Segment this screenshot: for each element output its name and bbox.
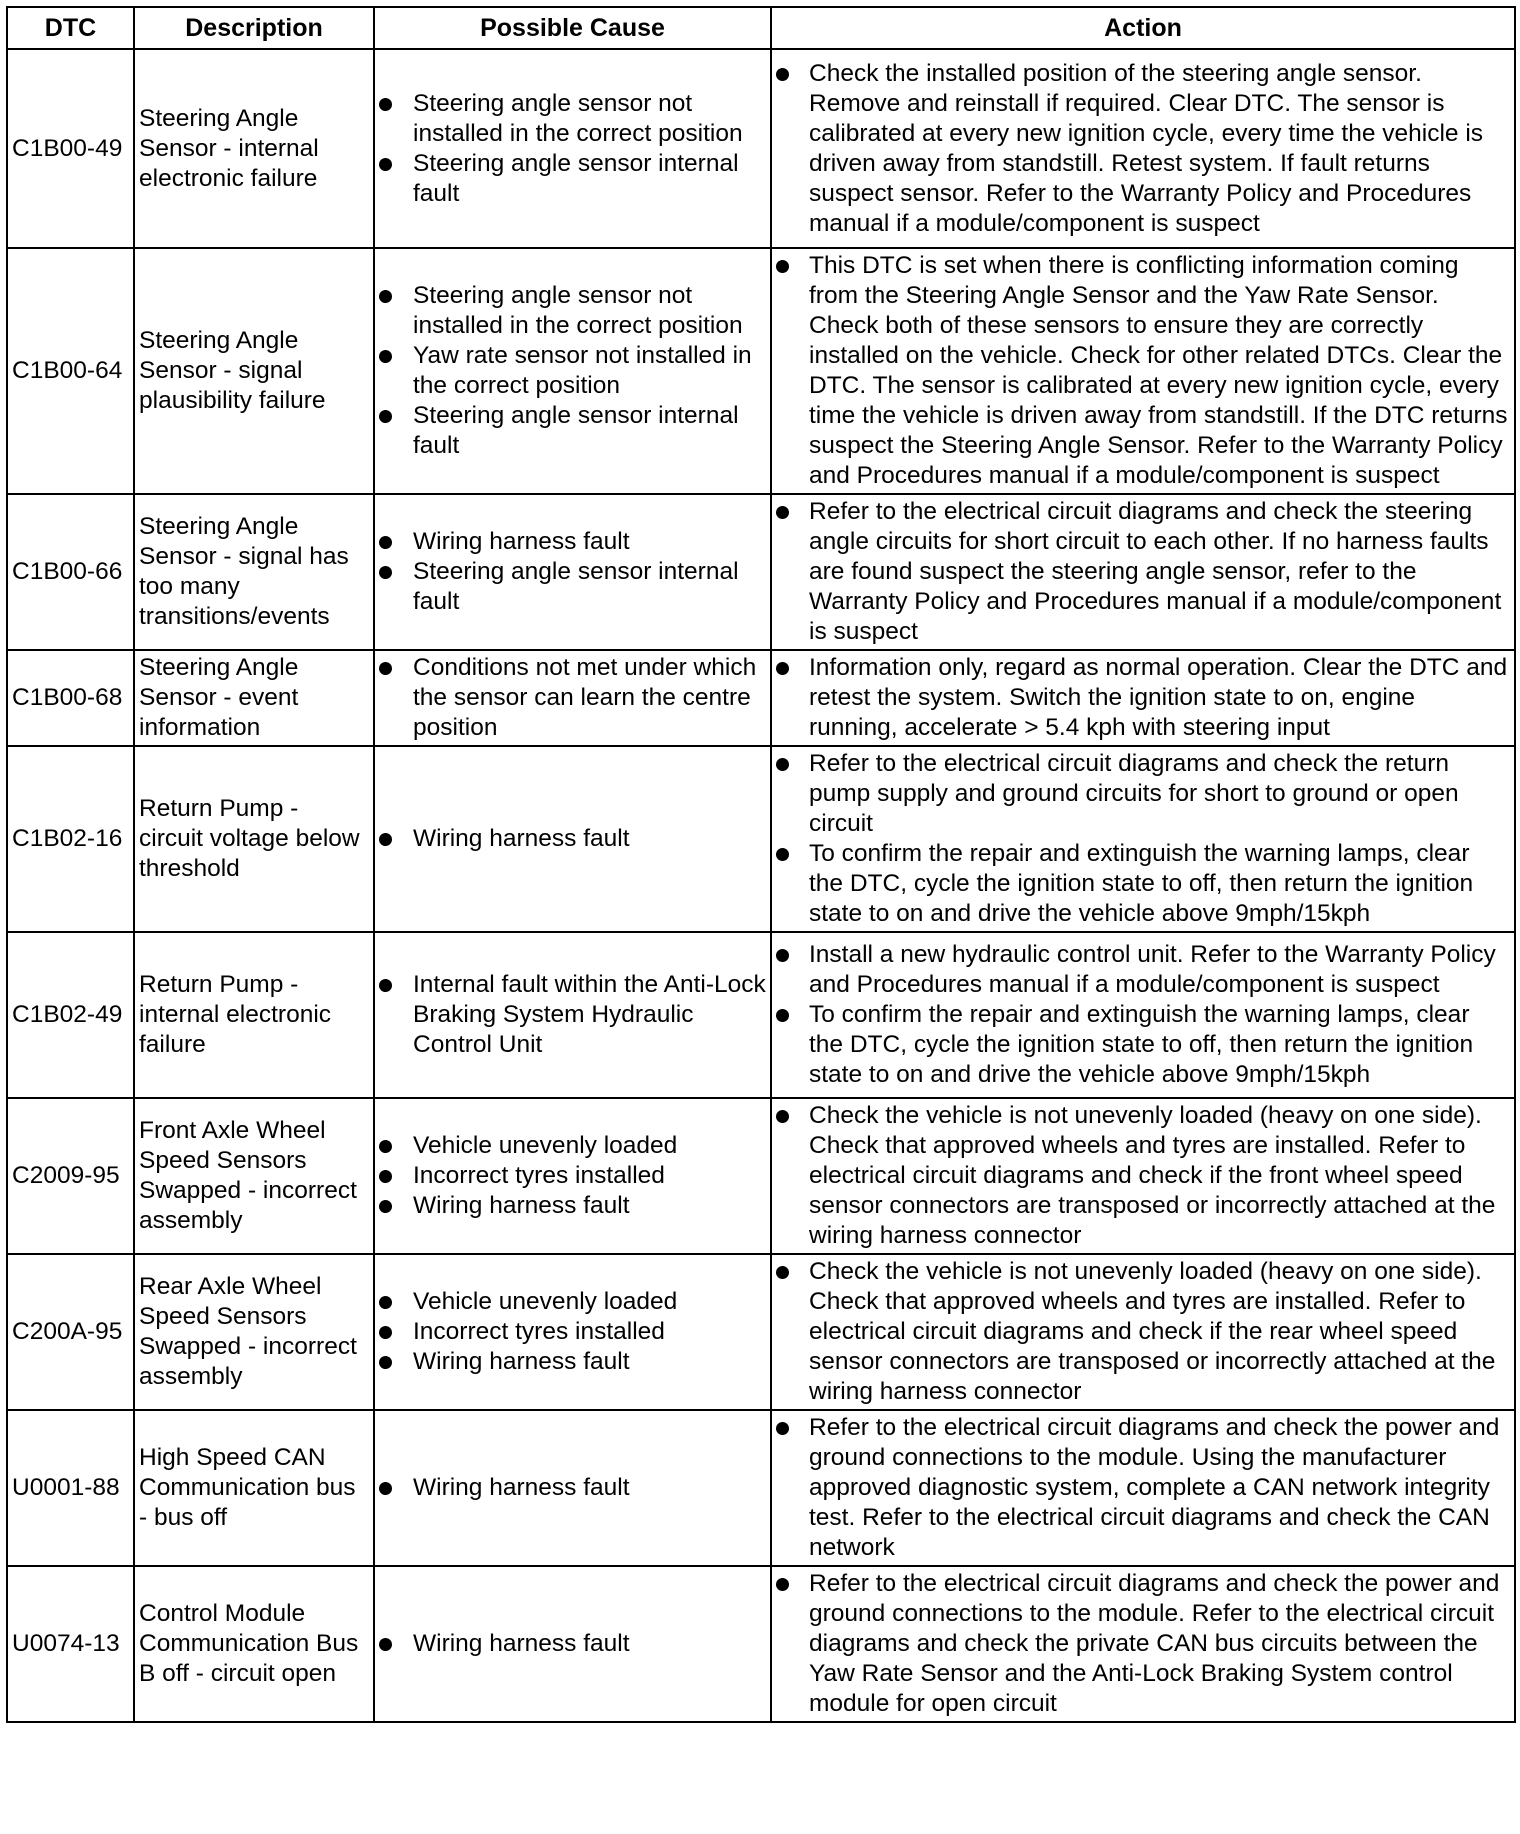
bullet-icon [776,68,789,81]
dtc-code: U0001-88 [7,1410,134,1566]
dtc-code: C1B02-16 [7,746,134,932]
cause-item-text: Vehicle unevenly loaded [413,1132,678,1159]
dtc-code: C200A-95 [7,1254,134,1410]
action-item [776,251,1510,491]
cause-item [379,341,766,401]
cause-item [379,1191,766,1221]
action-item-text: Refer to the electrical circuit diagrams and check the power and ground connections to the module. Using the manufacturer approved diagnostic system, complete a CAN network integrity test. Refer to the electrical circuit diagrams and check the CAN network [809,1414,1500,1561]
possible-cause-cell [374,650,771,746]
bullet-icon [776,1578,789,1591]
cause-item-text: Steering angle sensor internal fault [413,149,739,207]
dtc-description: Front Axle Wheel Speed Sensors Swapped - incorrect assembly [134,1098,374,1254]
bullet-icon [379,662,392,675]
causes-list [379,1287,766,1377]
bullet-icon [379,98,392,111]
action-item-text: Refer to the electrical circuit diagrams and check the return pump supply and ground circuits for short to ground or open circuit [809,750,1459,837]
action-item [776,1000,1510,1090]
possible-cause-cell [374,49,771,248]
bullet-icon [776,1266,789,1279]
cause-item [379,824,766,854]
bullet-icon [379,1140,392,1153]
actions-list [776,1257,1510,1407]
cause-item [379,1287,766,1317]
actions-list [776,1569,1510,1719]
causes-list [379,89,766,209]
bullet-icon [379,979,392,992]
cause-item-text: Wiring harness fault [413,1348,630,1375]
causes-list [379,1629,766,1659]
cause-item-text: Internal fault within the Anti-Lock Braking System Hydraulic Control Unit [413,971,766,1058]
cause-item-text: Wiring harness fault [413,528,630,555]
table-row [7,494,1515,650]
cause-item-text: Vehicle unevenly loaded [413,1288,678,1315]
bullet-icon [379,1326,392,1339]
action-item [776,59,1510,239]
header-row [7,7,1515,49]
cause-item [379,1473,766,1503]
dtc-description: Control Module Communication Bus B off - circuit open [134,1566,374,1722]
cause-item-text: Wiring harness fault [413,1192,630,1219]
cause-item-text: Yaw rate sensor not installed in the correct position [413,342,752,399]
action-item [776,1101,1510,1251]
causes-list [379,1473,766,1503]
actions-list [776,59,1510,239]
action-cell [771,49,1515,248]
table-row [7,1566,1515,1722]
bullet-icon [776,758,789,771]
header-action: Action [771,7,1515,49]
action-item-text: Information only, regard as normal operation. Clear the DTC and retest the system. Switch the ignition state to on, engine running, accelerate > 5.4 kph with steering input [809,654,1508,741]
bullet-icon [379,1200,392,1213]
action-item-text: Check the installed position of the steering angle sensor. Remove and reinstall if required. Clear DTC. The sensor is calibrated at every new ignition cycle, every time the vehicle is driven away from standstill. Retest system. If fault returns suspect sensor. Refer to the Warranty Policy and Procedures manual if a module/component is suspect [809,59,1484,237]
bullet-icon [379,1296,392,1309]
action-cell [771,1098,1515,1254]
cause-item-text: Conditions not met under which the sensor can learn the centre position [413,654,757,741]
cause-item [379,89,766,149]
bullet-icon [379,350,392,363]
action-item-text: To confirm the repair and extinguish the warning lamps, clear the DTC, cycle the ignition state to off, then return the ignition state to on and drive the vehicle above 9mph/15kph [809,1001,1474,1088]
bullet-icon [379,1638,392,1651]
possible-cause-cell [374,932,771,1098]
table-row [7,932,1515,1098]
action-item [776,497,1510,647]
table-row [7,248,1515,494]
action-item-text: Check the vehicle is not unevenly loaded (heavy on one side). Check that approved wheels and tyres are installed. Refer to electrical circuit diagrams and check if the front wheel speed sensor connectors are transposed or incorrectly attached at the wiring harness connector [809,1102,1496,1249]
actions-list [776,251,1510,491]
bullet-icon [776,662,789,675]
bullet-icon [776,1422,789,1435]
bullet-icon [776,1009,789,1022]
cause-item-text: Steering angle sensor not installed in the correct position [413,89,743,147]
action-item [776,1257,1510,1407]
causes-list [379,824,766,854]
table-row [7,1254,1515,1410]
cause-item [379,1629,766,1659]
cause-item [379,1131,766,1161]
dtc-description: Return Pump - internal electronic failure [134,932,374,1098]
dtc-table [6,6,1516,1723]
cause-item [379,970,766,1060]
action-cell [771,494,1515,650]
bullet-icon [379,1356,392,1369]
causes-list [379,1131,766,1221]
action-cell [771,1254,1515,1410]
dtc-description: Steering Angle Sensor - internal electronic failure [134,49,374,248]
actions-list [776,749,1510,929]
dtc-description: Steering Angle Sensor - signal has too many transitions/events [134,494,374,650]
dtc-description: Rear Axle Wheel Speed Sensors Swapped - incorrect assembly [134,1254,374,1410]
cause-item [379,1317,766,1347]
bullet-icon [379,410,392,423]
header-possible-cause: Possible Cause [374,7,771,49]
possible-cause-cell [374,1098,771,1254]
cause-item-text: Incorrect tyres installed [413,1162,665,1189]
actions-list [776,940,1510,1090]
dtc-code: C2009-95 [7,1098,134,1254]
actions-list [776,653,1510,743]
action-cell [771,1566,1515,1722]
possible-cause-cell [374,1254,771,1410]
table-row [7,49,1515,248]
cause-item [379,149,766,209]
cause-item-text: Wiring harness fault [413,1474,630,1501]
possible-cause-cell [374,1566,771,1722]
table-row [7,650,1515,746]
action-item-text: Refer to the electrical circuit diagrams and check the power and ground connections to the module. Refer to the electrical circuit diagrams and check the private CAN bus circuits between the Yaw Rate Sensor and the Anti-Lock Braking System control module for open circuit [809,1570,1500,1717]
bullet-icon [776,260,789,273]
bullet-icon [379,290,392,303]
action-item [776,653,1510,743]
table-body [7,49,1515,1722]
cause-item [379,401,766,461]
table-row [7,1098,1515,1254]
table-row [7,1410,1515,1566]
cause-item-text: Wiring harness fault [413,825,630,852]
dtc-code: C1B02-49 [7,932,134,1098]
possible-cause-cell [374,1410,771,1566]
dtc-code: U0074-13 [7,1566,134,1722]
cause-item [379,1347,766,1377]
dtc-description: High Speed CAN Communication bus - bus off [134,1410,374,1566]
dtc-description: Return Pump - circuit voltage below threshold [134,746,374,932]
causes-list [379,970,766,1060]
cause-item [379,557,766,617]
causes-list [379,527,766,617]
cause-item [379,281,766,341]
causes-list [379,653,766,743]
cause-item-text: Incorrect tyres installed [413,1318,665,1345]
bullet-icon [379,566,392,579]
action-item-text: To confirm the repair and extinguish the warning lamps, clear the DTC, cycle the ignition state to off, then return the ignition state to on and drive the vehicle above 9mph/15kph [809,840,1474,927]
bullet-icon [776,506,789,519]
action-cell [771,248,1515,494]
bullet-icon [776,848,789,861]
dtc-code: C1B00-49 [7,49,134,248]
possible-cause-cell [374,494,771,650]
bullet-icon [379,158,392,171]
dtc-code: C1B00-64 [7,248,134,494]
cause-item-text: Steering angle sensor internal fault [413,558,739,615]
bullet-icon [776,949,789,962]
action-item [776,1569,1510,1719]
action-cell [771,1410,1515,1566]
actions-list [776,1413,1510,1563]
action-item-text: This DTC is set when there is conflicting information coming from the Steering Angle Sensor and the Yaw Rate Sensor. Check both of these sensors to ensure they are correctly installed on the vehicle. Check for other related DTCs. Clear the DTC. The sensor is calibrated at every new ignition cycle, every time the vehicle is driven away from standstill. If the DTC returns suspect the Steering Angle Sensor. Refer to the Warranty Policy and Procedures manual if a module/component is suspect [809,252,1508,489]
action-cell [771,746,1515,932]
dtc-description: Steering Angle Sensor - signal plausibility failure [134,248,374,494]
cause-item [379,1161,766,1191]
header-description: Description [134,7,374,49]
bullet-icon [379,833,392,846]
bullet-icon [379,536,392,549]
cause-item [379,527,766,557]
actions-list [776,1101,1510,1251]
possible-cause-cell [374,248,771,494]
bullet-icon [379,1482,392,1495]
action-item-text: Install a new hydraulic control unit. Refer to the Warranty Policy and Procedures manual if a module/component is suspect [809,941,1496,998]
bullet-icon [379,1170,392,1183]
action-item [776,839,1510,929]
cause-item-text: Wiring harness fault [413,1630,630,1657]
action-item [776,1413,1510,1563]
action-item-text: Refer to the electrical circuit diagrams and check the steering angle circuits for short circuit to each other. If no harness faults are found suspect the steering angle sensor, refer to the Warranty Policy and Procedures manual if a module/component is suspect [809,498,1502,645]
action-item [776,940,1510,1000]
action-item-text: Check the vehicle is not unevenly loaded (heavy on one side). Check that approved wheels and tyres are installed. Refer to electrical circuit diagrams and check if the rear wheel speed sensor connectors are transposed or incorrectly attached at the wiring harness connector [809,1258,1496,1405]
table-row [7,746,1515,932]
bullet-icon [776,1110,789,1123]
dtc-code: C1B00-66 [7,494,134,650]
action-cell [771,932,1515,1098]
dtc-description: Steering Angle Sensor - event information [134,650,374,746]
cause-item [379,653,766,743]
cause-item-text: Steering angle sensor not installed in the correct position [413,282,743,339]
header-dtc: DTC [7,7,134,49]
action-cell [771,650,1515,746]
action-item [776,749,1510,839]
actions-list [776,497,1510,647]
possible-cause-cell [374,746,771,932]
cause-item-text: Steering angle sensor internal fault [413,402,739,459]
dtc-code: C1B00-68 [7,650,134,746]
causes-list [379,281,766,461]
